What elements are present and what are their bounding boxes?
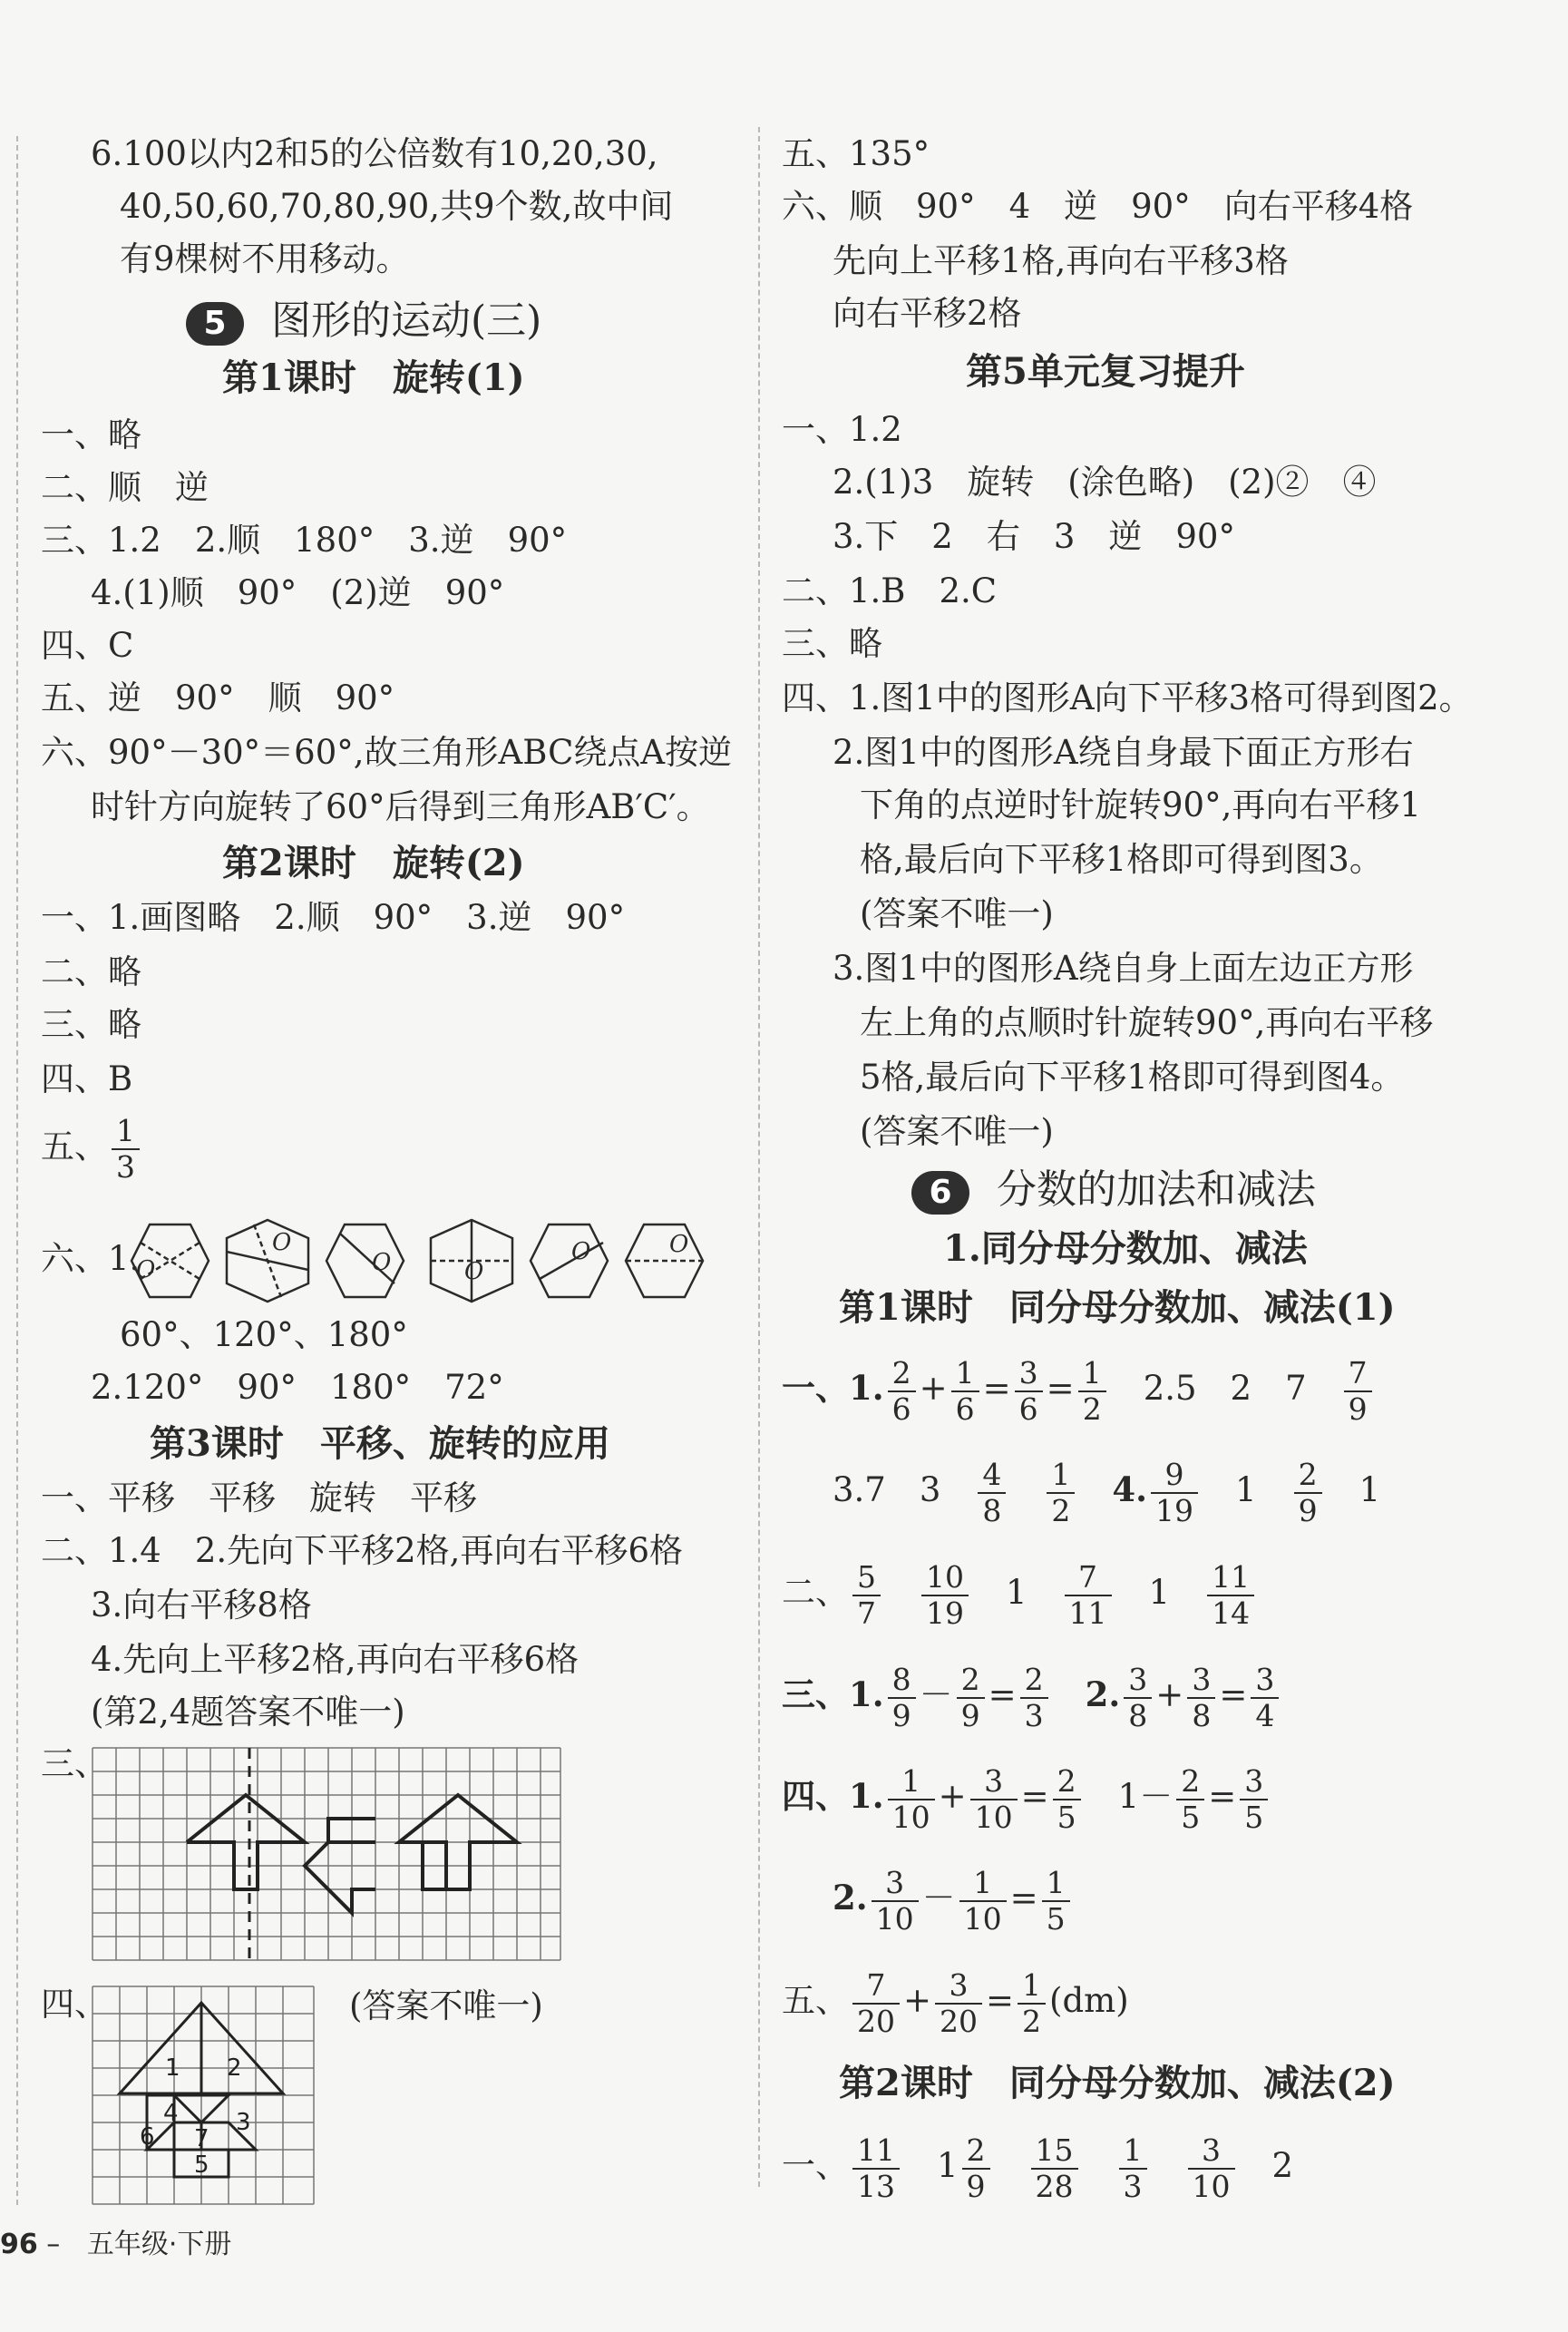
page-number: 96 bbox=[0, 2229, 38, 2260]
fraction-answer-line: 一、1. $\frac{2}{6}$ + $\frac{1}{6}$ = $\frac{3}{6}$ = $\frac{1}{2}$ 2.5 2 7 $\frac{7}{9}$ bbox=[782, 1351, 1376, 1427]
answer-line: 二、略 bbox=[41, 952, 141, 991]
section-number-badge: 6 bbox=[911, 1171, 969, 1215]
fraction: $\frac{1}{5}$ bbox=[1042, 1866, 1070, 1937]
point-label: O bbox=[571, 1238, 591, 1265]
answer-line: 二、1.B 2.C bbox=[782, 571, 998, 610]
answer-line: 四、B bbox=[41, 1059, 133, 1098]
label: 二、 bbox=[782, 1573, 849, 1612]
fraction: $\frac{1}{2}$ bbox=[1018, 1968, 1046, 2039]
answer-label: 三、 bbox=[41, 1744, 108, 1783]
fraction: $\frac{3}{5}$ bbox=[1240, 1764, 1268, 1835]
fraction: $\frac{1}{2}$ bbox=[1047, 1458, 1075, 1528]
fraction: $\frac{7}{20}$ bbox=[852, 1968, 900, 2039]
answer-line: 四、C bbox=[41, 626, 134, 665]
piece-label: 2 bbox=[227, 2054, 242, 2082]
lesson-title: 第3课时 平移、旋转的应用 bbox=[150, 1422, 610, 1465]
fraction: $\frac{3}{10}$ bbox=[1188, 2133, 1235, 2204]
column-divider bbox=[758, 127, 760, 2187]
answer-line: 先向上平移1格,再向右平移3格 bbox=[833, 241, 1289, 280]
text-line: 有9棵树不用移动。 bbox=[120, 239, 410, 278]
label: 2. bbox=[1085, 1674, 1121, 1714]
fraction: $\frac{1}{6}$ bbox=[951, 1356, 979, 1427]
piece-label: 4 bbox=[163, 2100, 179, 2127]
fraction: $\frac{3}{20}$ bbox=[935, 1968, 982, 2039]
label: 一、 bbox=[782, 2146, 849, 2185]
fraction: $\frac{7}{9}$ bbox=[1344, 1356, 1372, 1427]
section-number-badge: 5 bbox=[186, 302, 244, 346]
fraction: $\frac{3}{8}$ bbox=[1124, 1663, 1152, 1733]
answer-line: 2.(1)3 旋转 (涂色略) (2)② ④ bbox=[833, 463, 1377, 502]
fraction: $\frac{3}{8}$ bbox=[1187, 1663, 1215, 1733]
fraction: $\frac{2}{6}$ bbox=[888, 1356, 916, 1427]
answer-note: (答案不唯一) bbox=[349, 1986, 543, 2025]
fraction: $\frac{2}{3}$ bbox=[1020, 1663, 1048, 1733]
page-footer bbox=[0, 2230, 231, 2260]
piece-label: 7 bbox=[194, 2125, 209, 2152]
translation-grid-figure bbox=[91, 1746, 562, 1964]
point-label: O bbox=[464, 1258, 484, 1285]
fraction-answer-line: 3.7 3 $\frac{4}{8}$ $\frac{1}{2}$ 4. $\frac{9}{19}$ 1 $\frac{2}{9}$ 1 bbox=[833, 1456, 1381, 1528]
fraction: $\frac{1}{10}$ bbox=[959, 1866, 1007, 1937]
answer-line: 三、略 bbox=[41, 1005, 141, 1044]
section-heading-5 bbox=[186, 299, 541, 346]
footer-dash: – bbox=[46, 2229, 61, 2260]
answer-line: 3.下 2 右 3 逆 90° bbox=[833, 517, 1235, 556]
fraction: $\frac{2}{9}$ bbox=[957, 1663, 985, 1733]
fraction: $\frac{1}{2}$ bbox=[1078, 1356, 1106, 1427]
fraction: $\frac{5}{7}$ bbox=[852, 1560, 881, 1631]
point-label: O bbox=[372, 1249, 392, 1276]
answer-line: 60°、120°、180° bbox=[120, 1315, 408, 1354]
label: 4. bbox=[1112, 1469, 1148, 1509]
label: 一、1. bbox=[782, 1368, 884, 1408]
answer-line: 六、90°－30°＝60°,故三角形ABC绕点A按逆 bbox=[41, 733, 733, 772]
answer-line: 左上角的点顺时针旋转90°,再向右平移 bbox=[860, 1003, 1434, 1042]
lesson-title: 第1课时 旋转(1) bbox=[222, 356, 525, 399]
denominator: 3 bbox=[112, 1148, 140, 1185]
footer-grade: 五年级·下册 bbox=[86, 2229, 232, 2260]
answer-line: 5格,最后向下平移1格即可得到图4。 bbox=[860, 1058, 1405, 1097]
answer-line: 时针方向旋转了60°后得到三角形AB′C′。 bbox=[91, 787, 710, 826]
label: 五、 bbox=[782, 1981, 849, 2020]
fraction-answer-line: 二、 $\frac{5}{7}$ $\frac{10}{19}$ 1 $\frac{7}{11}$ 1 $\frac{11}{14}$ bbox=[782, 1556, 1258, 1631]
fraction bbox=[112, 1114, 140, 1185]
answer-line: (答案不唯一) bbox=[860, 1112, 1054, 1151]
point-label: O bbox=[669, 1231, 689, 1258]
answer-text: 3.7 3 bbox=[833, 1470, 941, 1509]
label: 五、 bbox=[41, 1127, 108, 1166]
answer-line: 一、1.2 bbox=[782, 410, 902, 449]
answer-line: 四、1.图1中的图形A向下平移3格可得到图2。 bbox=[782, 678, 1473, 717]
answer-line: 格,最后向下平移1格即可得到图3。 bbox=[860, 840, 1383, 879]
label: 三、1. bbox=[782, 1674, 884, 1714]
fraction: $\frac{3}{4}$ bbox=[1251, 1663, 1279, 1733]
lesson-title: 第2课时 旋转(2) bbox=[222, 842, 525, 884]
fraction: $\frac{15}{28}$ bbox=[1031, 2133, 1078, 2204]
answer-text: 2.5 2 7 bbox=[1143, 1369, 1307, 1408]
text-line: 40,50,60,70,80,90,共9个数,故中间 bbox=[120, 187, 674, 226]
answer-line: 3.向右平移8格 bbox=[91, 1586, 312, 1625]
fraction: $\frac{3}{10}$ bbox=[970, 1764, 1018, 1835]
point-label: O bbox=[272, 1229, 292, 1256]
answer-line: 五、逆 90° 顺 90° bbox=[41, 678, 395, 717]
answer-line: 向右平移2格 bbox=[833, 294, 1022, 333]
answer-line: 三、略 bbox=[782, 624, 882, 663]
answer-line: 六、顺 90° 4 逆 90° 向右平移4格 bbox=[782, 187, 1414, 226]
answer-line: 2.120° 90° 180° 72° bbox=[91, 1368, 504, 1407]
fraction-answer-line: 一、 $\frac{11}{13}$ 1 $\frac{2}{9}$ $\frac{15}{28}$ $\frac{1}{3}$ $\frac{3}{10}$ 2 bbox=[782, 2132, 1294, 2204]
review-title: 第5单元复习提升 bbox=[966, 350, 1245, 393]
fraction-answer-line: 五、 $\frac{7}{20}$ + $\frac{3}{20}$ = $\frac{1}{2}$ (dm) bbox=[782, 1966, 1129, 2039]
answer-line: (答案不唯一) bbox=[860, 894, 1054, 933]
answer-line: 3.图1中的图形A绕自身上面左边正方形 bbox=[833, 949, 1414, 988]
answer-line: 二、顺 逆 bbox=[41, 468, 209, 507]
piece-label: 1 bbox=[165, 2054, 180, 2082]
label: 四、1. bbox=[782, 1776, 884, 1816]
fraction: $\frac{9}{19}$ bbox=[1151, 1458, 1198, 1528]
fraction: $\frac{1}{3}$ bbox=[1119, 2133, 1147, 2204]
fraction: $\frac{3}{6}$ bbox=[1015, 1356, 1043, 1427]
answer-line: 一、1.画图略 2.顺 90° 3.逆 90° bbox=[41, 898, 626, 937]
tangram-grid-figure bbox=[91, 1985, 317, 2211]
fraction: $\frac{2}{9}$ bbox=[962, 2133, 990, 2204]
fraction: $\frac{1}{10}$ bbox=[888, 1764, 935, 1835]
answer-line: 一、略 bbox=[41, 415, 141, 454]
fraction: $\frac{11}{14}$ bbox=[1207, 1560, 1254, 1631]
subsection-title: 1.同分母分数加、减法 bbox=[943, 1227, 1308, 1270]
answer-line: 2.图1中的图形A绕自身最下面正方形右 bbox=[833, 733, 1414, 772]
fraction: $\frac{4}{8}$ bbox=[978, 1458, 1006, 1528]
hexagon-figure bbox=[326, 1225, 404, 1297]
left-margin-line bbox=[16, 136, 18, 2205]
answer-line: 二、1.4 2.先向下平移2格,再向右平移6格 bbox=[41, 1531, 683, 1570]
piece-label: 6 bbox=[140, 2123, 155, 2151]
piece-label: 5 bbox=[194, 2151, 209, 2179]
answer-label: 四、 bbox=[41, 1985, 108, 2024]
text-line: 6.100以内2和5的公倍数有10,20,30, bbox=[91, 134, 658, 173]
section-heading-6 bbox=[911, 1168, 1316, 1215]
fraction-answer-line: 四、1. $\frac{1}{10}$ + $\frac{3}{10}$ = $\frac{2}{5}$ 1－ $\frac{2}{5}$ = $\frac{3}{5}$ bbox=[782, 1760, 1271, 1835]
answer-line: 4.先向上平移2格,再向右平移6格 bbox=[91, 1640, 579, 1679]
lesson-title: 第2课时 同分母分数加、减法(2) bbox=[839, 2062, 1396, 2104]
section-title: 图形的运动(三) bbox=[271, 298, 542, 344]
fraction: $\frac{2}{5}$ bbox=[1176, 1764, 1204, 1835]
numerator: 1 bbox=[116, 1113, 135, 1148]
point-label: O bbox=[136, 1256, 156, 1283]
piece-label: 3 bbox=[236, 2109, 251, 2136]
answer-line: 三、1.2 2.顺 180° 3.逆 90° bbox=[41, 521, 568, 560]
fraction: $\frac{7}{11}$ bbox=[1065, 1560, 1112, 1631]
answer-line: 4.(1)顺 90° (2)逆 90° bbox=[91, 573, 505, 612]
hexagon-rotation-figures bbox=[118, 1215, 716, 1306]
fraction: $\frac{10}{19}$ bbox=[921, 1560, 969, 1631]
fraction: $\frac{8}{9}$ bbox=[888, 1663, 916, 1733]
answer-line: 五、135° bbox=[782, 134, 930, 173]
fraction-answer-line: 2. $\frac{3}{10}$ － $\frac{1}{10}$ = $\frac{1}{5}$ bbox=[833, 1861, 1074, 1937]
fraction: $\frac{11}{13}$ bbox=[852, 2133, 900, 2204]
section-title: 分数的加法和减法 bbox=[997, 1166, 1316, 1213]
label: 2. bbox=[833, 1878, 868, 1917]
answer-line: 一、平移 平移 旋转 平移 bbox=[41, 1478, 477, 1517]
fraction: $\frac{3}{10}$ bbox=[872, 1866, 919, 1937]
answer-label: 六、1. bbox=[41, 1239, 141, 1278]
fraction: $\frac{2}{5}$ bbox=[1053, 1764, 1081, 1835]
answer-line: 下角的点逆时针旋转90°,再向右平移1 bbox=[860, 785, 1421, 824]
fraction-answer-line: 三、1. $\frac{8}{9}$ － $\frac{2}{9}$ = $\frac{2}{3}$ 2. $\frac{3}{8}$ + $\frac{3}{8}$ = $\frac{3}{4}$ bbox=[782, 1658, 1282, 1733]
answer-line: (第2,4题答案不唯一) bbox=[91, 1693, 405, 1732]
fraction: $\frac{2}{9}$ bbox=[1294, 1458, 1322, 1528]
unit: (dm) bbox=[1049, 1981, 1129, 2020]
answer-line bbox=[41, 1114, 143, 1185]
lesson-title: 第1课时 同分母分数加、减法(1) bbox=[839, 1286, 1396, 1329]
